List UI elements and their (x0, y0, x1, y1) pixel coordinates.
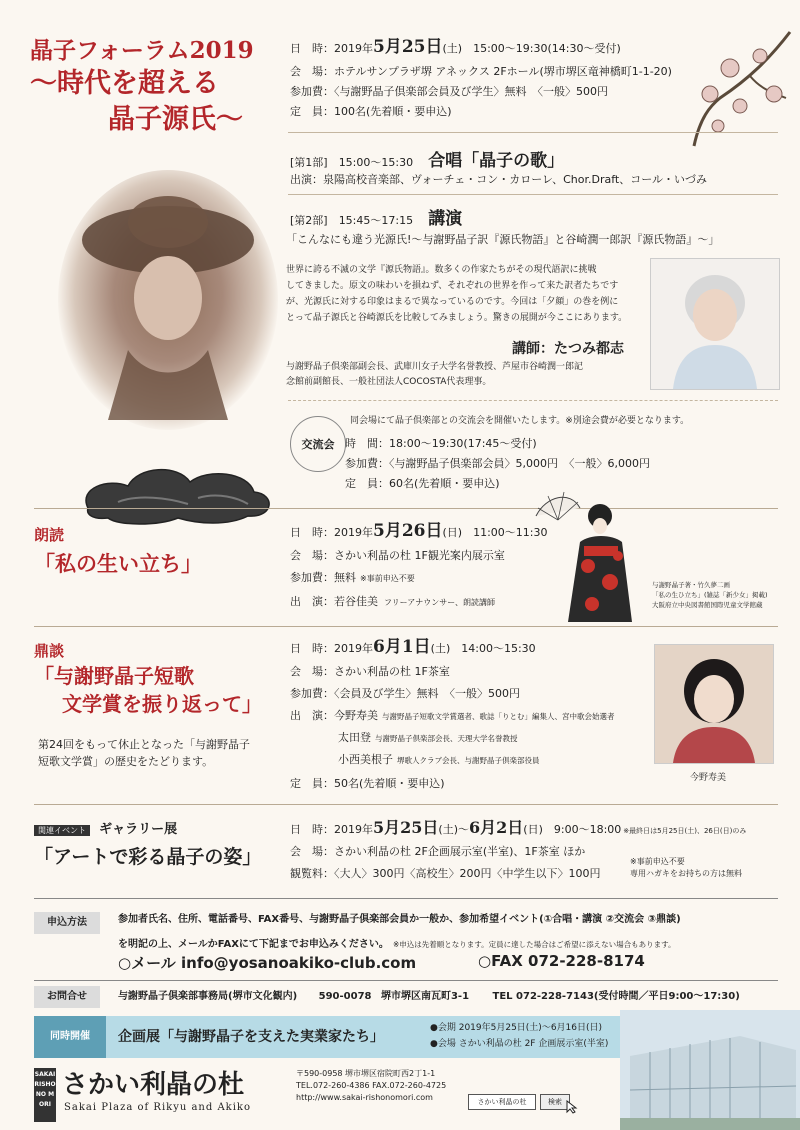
gallery-title: 「アートで彩る晶子の姿」 (34, 846, 262, 868)
talk-title (34, 662, 262, 718)
part2-description (286, 262, 646, 326)
lecturer-photo (650, 258, 780, 390)
gallery-date-end: 6月2日 (469, 818, 524, 837)
part1-tag: [第1部] (290, 156, 328, 169)
gallery-header (34, 818, 177, 837)
reading-fee: 無料 (334, 571, 356, 584)
blossom-decoration-icon (690, 28, 794, 152)
reading-performer-note: フリーアナウンサー、朗読講師 (384, 598, 495, 607)
exchange-capacity: 60名(先着順・要申込) (389, 477, 500, 490)
gallery-date-time: (日) 9:00〜18:00 (523, 823, 622, 836)
gallery-fee-notes (630, 856, 742, 880)
contact-row (118, 990, 740, 1004)
gallery-venue: さかい利晶の杜 2F企画展示室(半室)、1F茶室 ほか (334, 845, 586, 858)
reading-date-row (290, 521, 548, 541)
gallery-fee-row (290, 866, 601, 881)
part2-header (290, 204, 462, 229)
reading-date-main: 5月26日 (373, 521, 443, 541)
forum-venue-row (290, 64, 672, 79)
reading-performer-label: 出 演： (290, 595, 334, 608)
part2-desc-line: 世界に誇る不滅の文学『源氏物語』。数多くの作家たちがその現代語訳に挑戦 (286, 265, 597, 275)
section-divider (34, 508, 778, 509)
gallery-date-label: 日 時： (290, 823, 334, 836)
forum-venue-label: 会 場： (290, 65, 334, 78)
lecturer-name: 講師：たつみ都志 (512, 341, 624, 357)
cursor-icon (566, 1100, 578, 1114)
forum-capacity: 100名(先着順・要申込) (334, 105, 452, 118)
talk-performer-row (290, 708, 615, 723)
exchange-capacity-row (345, 476, 500, 491)
footer-name-en: Sakai Plaza of Rikyu and Akiko (64, 1102, 252, 1113)
lecturer-silhouette-icon (651, 259, 779, 389)
part2-title: 講演 (428, 209, 463, 229)
forum-date-row (290, 37, 621, 57)
talk-performer-note: 与謝野晶子短歌文学賞選者、歌誌「りとむ」編集人、宮中歌会始選者 (382, 712, 615, 721)
reading-venue-label: 会 場： (290, 549, 334, 562)
building-photo (620, 1010, 800, 1130)
part1-header (290, 146, 564, 171)
forum-fee-label: 参加費： (290, 85, 334, 98)
lecturer-bio (286, 360, 666, 390)
divider (288, 400, 778, 401)
part2-desc-line: とって晶子源氏と谷崎源氏を比較してみましょう。驚きの展開が今ここにあります。 (286, 313, 628, 323)
reading-performer-row (290, 594, 495, 609)
footer-logo-side-text: SAKAI RISHO NO MORI (34, 1071, 56, 1108)
reading-date-year: 2019年 (334, 526, 373, 539)
exchange-badge-label: 交流会 (301, 438, 335, 451)
forum-fee: 〈与謝野晶子倶楽部会員及び学生〉無料 〈一般〉500円 (334, 85, 608, 98)
talk-date-year: 2019年 (334, 642, 373, 655)
apply-text-line2: を明記の上、メールかFAXにて下記までお申込みください。 (118, 939, 389, 950)
talk-date-label: 日 時： (290, 642, 334, 655)
reading-fee-row (290, 570, 415, 585)
talk-venue-row (290, 664, 450, 679)
search-box-text: さかい利晶の杜 (477, 1098, 527, 1106)
reading-label: 朗読 (34, 526, 65, 544)
gallery-date-row (290, 820, 746, 837)
talk-venue: さかい利晶の杜 1F茶室 (334, 665, 450, 678)
forum-date-time: (土) 15:00〜19:30(14:30〜受付) (442, 42, 621, 55)
gallery-fee: 〈大人〉300円〈高校生〉200円〈中学生以下〉100円 (334, 867, 601, 880)
talk-performer-label: 出 演： (290, 709, 334, 722)
talk-title-line2: 文学賞を振り返って」 (62, 692, 262, 716)
talk-date-main: 6月1日 (373, 637, 431, 657)
footer-tel: TEL.072-260-4386 FAX.072-260-4725 (296, 1081, 447, 1090)
concurrent-title: 企画展「与謝野晶子を支えた実業家たち」 (118, 1029, 384, 1045)
talk-performer-note: 堺歌人クラブ会長、与謝野晶子倶楽部役員 (397, 756, 540, 765)
gallery-date-start: 5月25日 (373, 818, 439, 837)
kimono-caption (652, 580, 768, 610)
apply-text-line1: 参加者氏名、住所、電話番号、FAX番号、与謝野晶子倶楽部会員か一般か、参加希望イベント(①合唱・講演 ②交流会 ③鼎談) (118, 914, 681, 925)
forum-capacity-label: 定 員： (290, 105, 334, 118)
konno-caption: 今野寿美 (690, 773, 727, 783)
part2-desc-line: してきました。原文の味わいを損ねず、それぞれの世界を作って来た訳者たちです (286, 281, 619, 291)
footer-name: さかい利晶の杜 (62, 1070, 245, 1100)
konno-silhouette-icon (655, 645, 773, 763)
talk-performer-name: 今野寿美 (334, 709, 378, 722)
contact-tel: TEL 072-228-7143(受付時間／平日9:00〜17:30) (492, 991, 740, 1002)
akiko-portrait (58, 170, 278, 430)
forum-capacity-row (290, 104, 452, 119)
forum-fee-row (290, 84, 608, 99)
divider (288, 194, 778, 195)
part1-performers-label: 出演： (290, 173, 323, 186)
apply-note: ※申込は先着順となります。定員に達した場合はご希望に添えない場合もあります。 (392, 940, 676, 949)
talk-fee-row (290, 686, 520, 701)
forum-title-line2: 〜時代を超える (30, 68, 219, 99)
part1-performers-row (290, 172, 707, 187)
part2-subtitle: 「こんなにも違う光源氏!〜与謝野晶子訳『源氏物語』と谷崎潤一郎訳『源氏物語』〜」 (286, 233, 720, 246)
reading-date-time: (日) 11:00〜11:30 (442, 526, 548, 539)
contact-label: お問合せ (34, 986, 100, 1008)
talk-desc-line: 第24回をもって休止となった「与謝野晶子 (38, 738, 250, 751)
talk-title-line1: 「与謝野晶子短歌 (34, 664, 194, 688)
talk-performer-row (338, 752, 540, 767)
talk-date-time: (土) 14:00〜15:30 (430, 642, 536, 655)
talk-performer-name: 太田登 (338, 731, 371, 744)
portrait-hat-icon (58, 170, 278, 430)
reading-fee-note: ※事前申込不要 (360, 574, 415, 583)
gallery-tag: 関連イベント (34, 825, 90, 836)
part2-time: 15:45〜17:15 (338, 214, 414, 227)
search-box[interactable] (468, 1094, 536, 1110)
part2-desc-line: が、光源氏に対する印象はまるで異なっているのです。今回は「夕顔」の巻を例に (286, 297, 619, 307)
reading-date-label: 日 時： (290, 526, 334, 539)
lecturer-bio-line: 与謝野晶子倶楽部副会長、武庫川女子大学名誉教授、芦屋市谷崎潤一郎記 (286, 362, 584, 372)
exchange-intro: 同会場にて晶子倶楽部との交流会を開催いたします。※別途会費が必要となります。 (350, 416, 690, 426)
forum-date-main: 5月25日 (373, 37, 443, 57)
exchange-badge (290, 416, 346, 472)
contact-zip: 590-0078 (318, 991, 372, 1002)
section-divider (34, 980, 778, 981)
forum-date-label: 日 時： (290, 42, 334, 55)
talk-capacity-label: 定 員： (290, 777, 334, 790)
concurrent-badge: 同時開催 (34, 1016, 106, 1058)
exchange-fee-label: 参加費： (345, 457, 389, 470)
cloud-decoration-icon (78, 458, 278, 528)
kimono-caption-line: 大阪府立中央図書館国際児童文学館蔵 (652, 601, 763, 609)
section-divider (34, 804, 778, 805)
reading-fee-label: 参加費： (290, 571, 334, 584)
gallery-date-note: ※最終日は5月25日(土)、26日(日)のみ (623, 827, 747, 835)
talk-capacity: 50名(先着順・要申込) (334, 777, 445, 790)
talk-performer-row (338, 730, 518, 745)
contact-org: 与謝野晶子倶楽部事務局(堺市文化観内) (118, 991, 298, 1002)
forum-title-line1: 晶子フォーラム2019 (30, 37, 254, 64)
talk-date-row (290, 637, 536, 657)
forum-title (30, 36, 280, 138)
apply-label: 申込方法 (34, 912, 100, 934)
gallery-label: ギャラリー展 (99, 822, 178, 837)
talk-performer-note: 与謝野晶子倶楽部会長、天理大学名誉教授 (375, 734, 518, 743)
talk-fee-label: 参加費： (290, 687, 334, 700)
apply-text-row2 (118, 932, 676, 952)
reading-performer: 若谷佳美 (334, 595, 378, 608)
part1-performers: 泉陽高校音楽部、ヴォーチェ・コン・カローレ、Chor.Draft、コール・いづみ (323, 173, 708, 186)
concurrent-period: ●会期 2019年5月25日(土)〜6月16日(日) (430, 1023, 603, 1033)
gallery-venue-label: 会 場： (290, 845, 334, 858)
gallery-venue-row (290, 844, 585, 859)
reading-title: 「私の生い立ち」 (34, 551, 202, 576)
exchange-time: 18:00〜19:30(17:45〜受付) (389, 437, 537, 450)
section-divider (34, 898, 778, 899)
gallery-date-year: 2019年 (334, 823, 373, 836)
part2-tag: [第2部] (290, 214, 328, 227)
talk-label: 鼎談 (34, 642, 65, 660)
section-divider (34, 626, 778, 627)
search-button-label: 検索 (548, 1098, 562, 1106)
talk-capacity-row (290, 776, 445, 791)
exchange-time-row (345, 436, 537, 451)
talk-performer-name: 小西美根子 (338, 753, 393, 766)
talk-fee: 〈会員及び学生〉無料 〈一般〉500円 (334, 687, 520, 700)
footer-address: 〒590-0958 堺市堺区宿院町西2丁1-1 (296, 1069, 436, 1078)
forum-date-year: 2019年 (334, 42, 373, 55)
konno-photo (654, 644, 774, 764)
gallery-fee-label: 観覧料： (290, 867, 334, 880)
kimono-caption-line: 与謝野晶子著・竹久夢二画 (652, 581, 730, 589)
exchange-time-label: 時 間： (345, 437, 389, 450)
footer-url[interactable]: http://www.sakai-rishonomori.com (296, 1093, 433, 1102)
concurrent-venue: ●会場 さかい利晶の杜 2F 企画展示室(半室) (430, 1039, 609, 1049)
kimono-caption-line: 「私の生ひ立ち」(雑誌「新少女」掲載) (652, 591, 768, 599)
lecturer-bio-line: 念館前副館長、一般社団法人COCOSTA代表理事。 (286, 377, 492, 387)
divider (288, 132, 778, 133)
contact-address: 堺市堺区南瓦町3-1 (380, 991, 470, 1002)
talk-venue-label: 会 場： (290, 665, 334, 678)
forum-venue: ホテルサンプラザ堺 アネックス 2Fホール(堺市堺区竜神橋町1-1-20) (334, 65, 672, 78)
gallery-fee-note: 専用ハガキをお持ちの方は無料 (630, 869, 742, 878)
apply-email[interactable]: ○メール info@yosanoakiko-club.com (118, 954, 417, 972)
gallery-fee-note: ※事前申込不要 (630, 857, 685, 866)
reading-venue: さかい利晶の杜 1F観光案内展示室 (334, 549, 505, 562)
footer-logo-side (34, 1068, 56, 1122)
part1-title: 合唱「晶子の歌」 (428, 151, 565, 171)
exchange-fee-row (345, 456, 650, 471)
talk-desc-line: 短歌文学賞」の歴史をたどります。 (38, 755, 214, 768)
gallery-date-mid: (土)〜 (438, 823, 469, 836)
footer-contact (296, 1068, 446, 1104)
talk-description (38, 736, 250, 770)
forum-title-line3: 晶子源氏〜 (108, 104, 243, 135)
exchange-capacity-label: 定 員： (345, 477, 389, 490)
kimono-illustration-icon (530, 486, 650, 624)
exchange-fee: 〈与謝野晶子倶楽部会員〉5,000円 〈一般〉6,000円 (389, 457, 650, 470)
reading-venue-row (290, 548, 505, 563)
part1-time: 15:00〜15:30 (338, 156, 414, 169)
apply-fax: ○FAX 072-228-8174 (478, 952, 645, 970)
